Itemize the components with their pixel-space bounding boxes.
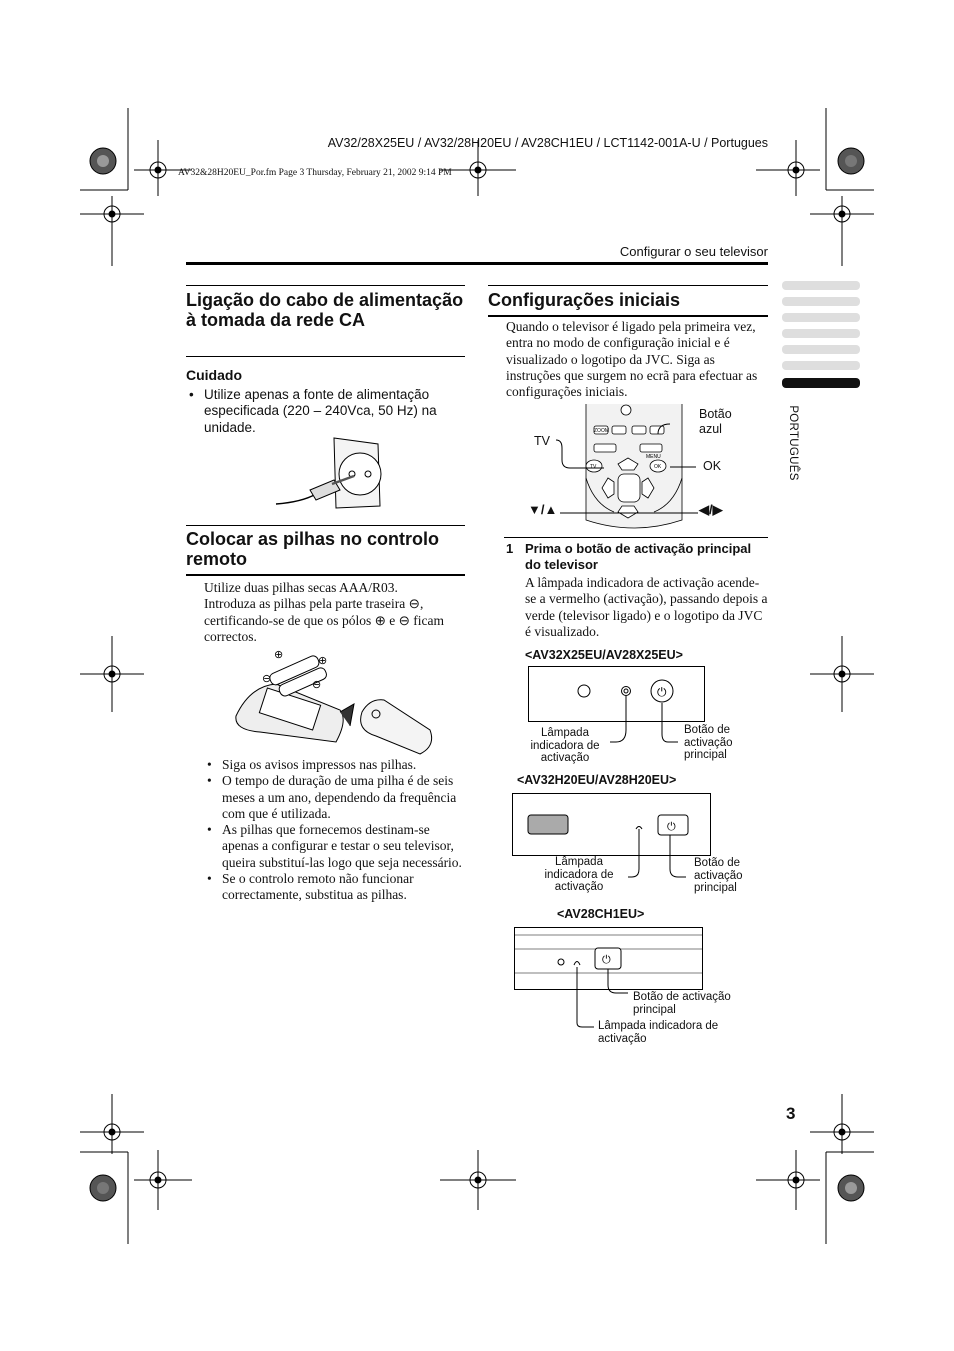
batteries-intro-line: Introduza as pilhas pela parte traseira ⊖, certificando-se de que os pólos ⊕ e ⊖ ficam correctos. xyxy=(204,596,445,644)
remote-label-updown: ▼/▲ xyxy=(528,502,558,517)
model-title: <AV28CH1EU> xyxy=(557,907,645,921)
svg-text:⏻: ⏻ xyxy=(657,685,667,699)
language-tab xyxy=(782,329,860,338)
list-item: • Siga os avisos impressos nas pilhas. xyxy=(204,757,466,773)
language-tab xyxy=(782,361,860,370)
remote-label-ok: OK xyxy=(703,459,722,473)
svg-text:⊖: ⊖ xyxy=(262,673,272,685)
initial-settings-intro: Quando o televisor é ligado pela primeira vez, entra no modo de configuração inicial e é visualizado o logotipo da JVC. Siga as instruções que surgem no ecrã para efectuar as configurações iniciais. xyxy=(506,319,758,400)
list-item: • Se o controlo remoto não funcionar correctamente, substitua as pilhas. xyxy=(204,871,466,904)
divider xyxy=(488,315,768,317)
svg-text:ZOOM: ZOOM xyxy=(594,428,609,434)
divider xyxy=(504,537,768,538)
svg-text:⊕: ⊕ xyxy=(318,655,328,667)
caution-text: • Utilize apenas a fonte de alimentação especificada (220 – 240Vca, 50 Hz) na unidade. xyxy=(186,387,470,436)
svg-text:⏻: ⏻ xyxy=(667,820,676,833)
section-title: Configurar o seu televisor xyxy=(619,244,768,259)
language-tab xyxy=(782,313,860,322)
model-title: <AV32H20EU/AV28H20EU> xyxy=(517,773,677,787)
list-item: • As pilhas que fornecemos destinam-se apenas a configurar e testar o seu televisor, queira substituí-las logo que seja necessário. xyxy=(204,822,466,871)
remote-label-blue-button: Botão azul xyxy=(699,407,732,436)
caution-title: Cuidado xyxy=(186,367,242,383)
power-plug-illustration xyxy=(272,436,382,512)
svg-text:⊕: ⊕ xyxy=(274,650,284,661)
svg-text:MENU: MENU xyxy=(646,454,661,460)
svg-text:OK: OK xyxy=(654,464,662,470)
divider xyxy=(186,574,465,576)
file-info: AV32&28H20EU_Por.fm Page 3 Thursday, February 21, 2002 9:14 PM xyxy=(178,168,452,178)
language-tab xyxy=(782,297,860,306)
remote-label-tv: TV xyxy=(534,434,550,448)
divider xyxy=(488,285,768,286)
remote-label-leftright: ◀/▶ xyxy=(699,502,723,517)
power-button-label: Botão de activação principal xyxy=(633,991,731,1016)
list-item: • O tempo de duração de uma pilha é de seis meses a um ano, dependendo da frequência com que é utilizada. xyxy=(204,773,466,822)
language-tab xyxy=(782,345,860,354)
side-language-label: PORTUGUÊS xyxy=(787,405,799,481)
lamp-label: Lâmpada indicadora de activação xyxy=(530,727,600,764)
remote-callout-lines xyxy=(540,404,704,534)
page-number: 3 xyxy=(786,1104,796,1123)
svg-text:⊖: ⊖ xyxy=(312,679,322,691)
header-rule xyxy=(186,262,768,265)
model-header: AV32/28X25EU / AV32/28H20EU / AV28CH1EU / LCT1142-001A-U / Portugues xyxy=(327,136,768,150)
step-number: 1 xyxy=(506,541,514,556)
model-title: <AV32X25EU/AV28X25EU> xyxy=(525,648,683,662)
power-button-label: Botão de activação principal xyxy=(694,857,743,894)
batteries-intro-line: Utilize duas pilhas secas AAA/R03. xyxy=(204,580,398,595)
battery-insert-illustration xyxy=(230,650,436,762)
divider xyxy=(186,525,465,526)
batteries-heading: Colocar as pilhas no controlo remoto xyxy=(186,529,440,569)
language-tab-active xyxy=(782,378,860,388)
lamp-label: Lâmpada indicadora de activação xyxy=(544,856,614,893)
divider xyxy=(186,356,465,357)
divider xyxy=(186,285,465,286)
power-button-label: Botão de activação principal xyxy=(684,724,733,761)
svg-text:TV: TV xyxy=(590,464,597,470)
step-text: A lâmpada indicadora de activação acende-se a vermelho (activação), passando depois a verde (televisor ligado) e o logotipo da JVC é visualizado. xyxy=(525,575,768,639)
batteries-bullets xyxy=(204,757,466,904)
svg-text:⏻: ⏻ xyxy=(602,953,611,966)
initial-settings-heading: Configurações iniciais xyxy=(488,290,681,310)
power-heading: Ligação do cabo de alimentação à tomada da rede CA xyxy=(186,290,464,330)
batteries-intro xyxy=(204,580,466,645)
lamp-label: Lâmpada indicadora de activação xyxy=(598,1020,719,1045)
step-title: Prima o botão de activação principal do televisor xyxy=(525,541,752,572)
language-tab xyxy=(782,281,860,290)
